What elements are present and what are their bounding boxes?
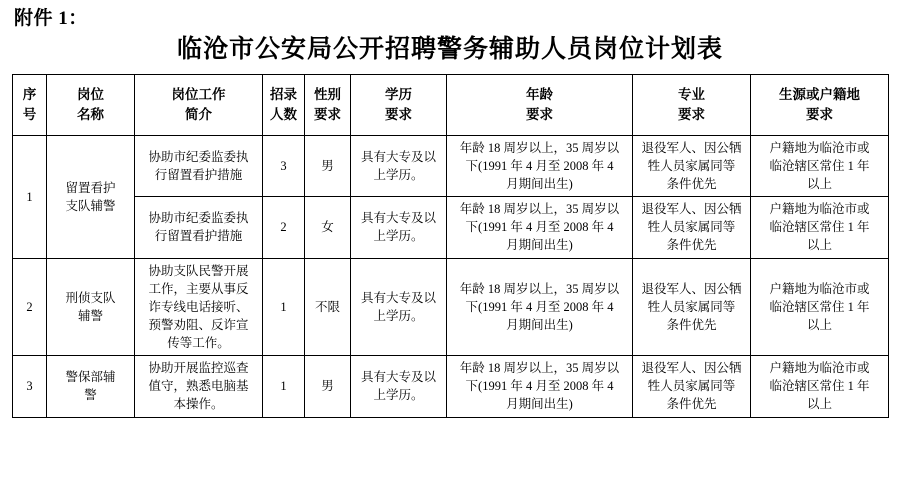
cell-job-desc bbox=[135, 356, 263, 417]
edu-line-1: 具有大专及以 bbox=[360, 370, 436, 385]
cell-major bbox=[633, 135, 751, 196]
desc-line-5: 传等工作。 bbox=[167, 336, 230, 351]
desc-line-2: 工作，主要从事反 bbox=[148, 281, 249, 296]
header-gender bbox=[305, 74, 351, 135]
origin-line-1: 户籍地为临沧市或 bbox=[769, 140, 870, 155]
header-edu-line-2: 要求 bbox=[385, 106, 412, 122]
age-line-1: 年龄 18 周岁以上，35 周岁以 bbox=[459, 281, 620, 296]
edu-line-1: 具有大专及以 bbox=[360, 290, 436, 305]
post-line-1: 留置看护 bbox=[65, 180, 116, 195]
desc-line-3: 诈专线电话接听、 bbox=[148, 299, 249, 314]
desc-line-1: 协助市纪委监委执 bbox=[148, 149, 249, 164]
header-gender-line-2: 要求 bbox=[314, 106, 341, 122]
cell-no: 3 bbox=[13, 356, 47, 417]
major-line-3: 条件优先 bbox=[666, 177, 717, 192]
desc-line-4: 预警劝阻、反诈宣 bbox=[148, 317, 249, 332]
header-age-line-2: 要求 bbox=[526, 106, 553, 122]
origin-line-1: 户籍地为临沧市或 bbox=[769, 202, 870, 217]
edu-line-2: 上学历。 bbox=[373, 167, 424, 182]
origin-line-3: 以上 bbox=[806, 238, 832, 253]
cell-gender: 不限 bbox=[305, 258, 351, 356]
attachment-label: 附件 1： bbox=[14, 8, 88, 29]
header-no bbox=[13, 74, 47, 135]
origin-line-2: 临沧辖区常住 1 年 bbox=[769, 220, 870, 235]
origin-line-3: 以上 bbox=[806, 317, 832, 332]
cell-post-name bbox=[47, 135, 135, 258]
major-line-3: 条件优先 bbox=[666, 397, 717, 412]
cell-origin bbox=[751, 258, 889, 356]
age-line-1: 年龄 18 周岁以上，35 周岁以 bbox=[459, 361, 620, 376]
age-line-3: 月期间出生) bbox=[506, 397, 573, 412]
header-job-desc bbox=[135, 74, 263, 135]
major-line-3: 条件优先 bbox=[666, 317, 717, 332]
edu-line-2: 上学历。 bbox=[373, 229, 424, 244]
table-row bbox=[13, 197, 889, 258]
cell-age bbox=[447, 258, 633, 356]
age-line-2: 下(1991 年 4 月至 2008 年 4 bbox=[465, 220, 614, 235]
cell-gender: 男 bbox=[305, 135, 351, 196]
age-line-3: 月期间出生) bbox=[506, 177, 573, 192]
table-header-row bbox=[13, 74, 889, 135]
header-post-name bbox=[47, 74, 135, 135]
header-origin-line-2: 要求 bbox=[806, 106, 833, 122]
cell-no: 1 bbox=[13, 135, 47, 258]
major-line-3: 条件优先 bbox=[666, 238, 717, 253]
cell-origin bbox=[751, 135, 889, 196]
cell-major bbox=[633, 258, 751, 356]
cell-post-name bbox=[47, 258, 135, 356]
cell-headcount: 1 bbox=[263, 356, 305, 417]
age-line-1: 年龄 18 周岁以上，35 周岁以 bbox=[459, 202, 620, 217]
origin-line-1: 户籍地为临沧市或 bbox=[769, 361, 870, 376]
cell-age bbox=[447, 197, 633, 258]
origin-line-2: 临沧辖区常住 1 年 bbox=[769, 158, 870, 173]
header-age-line-1: 年龄 bbox=[526, 87, 553, 103]
major-line-1: 退役军人、因公牺 bbox=[641, 202, 742, 217]
major-line-1: 退役军人、因公牺 bbox=[641, 140, 742, 155]
desc-line-2: 值守，熟悉电脑基 bbox=[148, 379, 249, 394]
header-major bbox=[633, 74, 751, 135]
desc-line-1: 协助开展监控巡查 bbox=[148, 361, 249, 376]
header-post-line-2: 名称 bbox=[77, 106, 104, 122]
cell-education bbox=[351, 356, 447, 417]
job-plan-table bbox=[12, 74, 889, 418]
cell-job-desc bbox=[135, 197, 263, 258]
header-desc-line-1: 岗位工作 bbox=[171, 87, 226, 103]
age-line-2: 下(1991 年 4 月至 2008 年 4 bbox=[465, 158, 614, 173]
origin-line-2: 临沧辖区常住 1 年 bbox=[769, 379, 870, 394]
major-line-1: 退役军人、因公牺 bbox=[641, 361, 742, 376]
desc-line-1: 协助支队民警开展 bbox=[148, 263, 249, 278]
cell-major bbox=[633, 197, 751, 258]
cell-education bbox=[351, 258, 447, 356]
cell-origin bbox=[751, 356, 889, 417]
table-row bbox=[13, 356, 889, 417]
major-line-2: 牲人员家属同等 bbox=[647, 158, 736, 173]
desc-line-1: 协助市纪委监委执 bbox=[148, 211, 249, 226]
header-origin-line-1: 生源或户籍地 bbox=[779, 87, 860, 103]
table-row bbox=[13, 135, 889, 196]
header-post-line-1: 岗位 bbox=[77, 87, 104, 103]
desc-line-2: 行留置看护措施 bbox=[154, 167, 243, 182]
page-title: 临沧市公安局公开招聘警务辅助人员岗位计划表 bbox=[176, 35, 723, 63]
edu-line-2: 上学历。 bbox=[373, 388, 424, 403]
cell-job-desc bbox=[135, 258, 263, 356]
major-line-1: 退役军人、因公牺 bbox=[641, 281, 742, 296]
major-line-2: 牲人员家属同等 bbox=[647, 379, 736, 394]
header-headcount bbox=[263, 74, 305, 135]
age-line-2: 下(1991 年 4 月至 2008 年 4 bbox=[465, 379, 614, 394]
header-no-line-1: 序 bbox=[22, 87, 37, 103]
post-line-1: 警保部辅 bbox=[65, 370, 116, 385]
post-line-2: 支队辅警 bbox=[65, 198, 116, 213]
header-major-line-2: 要求 bbox=[678, 106, 705, 122]
desc-line-3: 本操作。 bbox=[173, 397, 224, 412]
origin-line-2: 临沧辖区常住 1 年 bbox=[769, 299, 870, 314]
header-major-line-1: 专业 bbox=[678, 87, 705, 103]
cell-education bbox=[351, 197, 447, 258]
cell-age bbox=[447, 135, 633, 196]
cell-age bbox=[447, 356, 633, 417]
major-line-2: 牲人员家属同等 bbox=[647, 299, 736, 314]
cell-gender: 女 bbox=[305, 197, 351, 258]
header-age bbox=[447, 74, 633, 135]
post-line-2: 辅警 bbox=[77, 308, 103, 323]
cell-origin bbox=[751, 197, 889, 258]
origin-line-3: 以上 bbox=[806, 177, 832, 192]
origin-line-3: 以上 bbox=[806, 397, 832, 412]
edu-line-2: 上学历。 bbox=[373, 308, 424, 323]
cell-education bbox=[351, 135, 447, 196]
edu-line-1: 具有大专及以 bbox=[360, 149, 436, 164]
cell-post-name bbox=[47, 356, 135, 417]
header-count-line-1: 招录 bbox=[270, 87, 297, 103]
major-line-2: 牲人员家属同等 bbox=[647, 220, 736, 235]
table-row bbox=[13, 258, 889, 356]
desc-line-2: 行留置看护措施 bbox=[154, 229, 243, 244]
cell-headcount: 3 bbox=[263, 135, 305, 196]
cell-job-desc bbox=[135, 135, 263, 196]
age-line-2: 下(1991 年 4 月至 2008 年 4 bbox=[465, 299, 614, 314]
header-origin bbox=[751, 74, 889, 135]
age-line-3: 月期间出生) bbox=[506, 317, 573, 332]
age-line-1: 年龄 18 周岁以上，35 周岁以 bbox=[459, 140, 620, 155]
cell-headcount: 2 bbox=[263, 197, 305, 258]
post-line-1: 刑侦支队 bbox=[65, 290, 116, 305]
post-line-2: 警 bbox=[84, 388, 97, 403]
header-count-line-2: 人数 bbox=[270, 106, 297, 122]
header-desc-line-2: 简介 bbox=[185, 106, 212, 122]
cell-headcount: 1 bbox=[263, 258, 305, 356]
cell-gender: 男 bbox=[305, 356, 351, 417]
header-edu-line-1: 学历 bbox=[385, 87, 412, 103]
header-gender-line-1: 性别 bbox=[314, 87, 341, 103]
cell-major bbox=[633, 356, 751, 417]
age-line-3: 月期间出生) bbox=[506, 238, 573, 253]
cell-no: 2 bbox=[13, 258, 47, 356]
edu-line-1: 具有大专及以 bbox=[360, 211, 436, 226]
header-education bbox=[351, 74, 447, 135]
origin-line-1: 户籍地为临沧市或 bbox=[769, 281, 870, 296]
header-no-line-2: 号 bbox=[22, 106, 37, 122]
